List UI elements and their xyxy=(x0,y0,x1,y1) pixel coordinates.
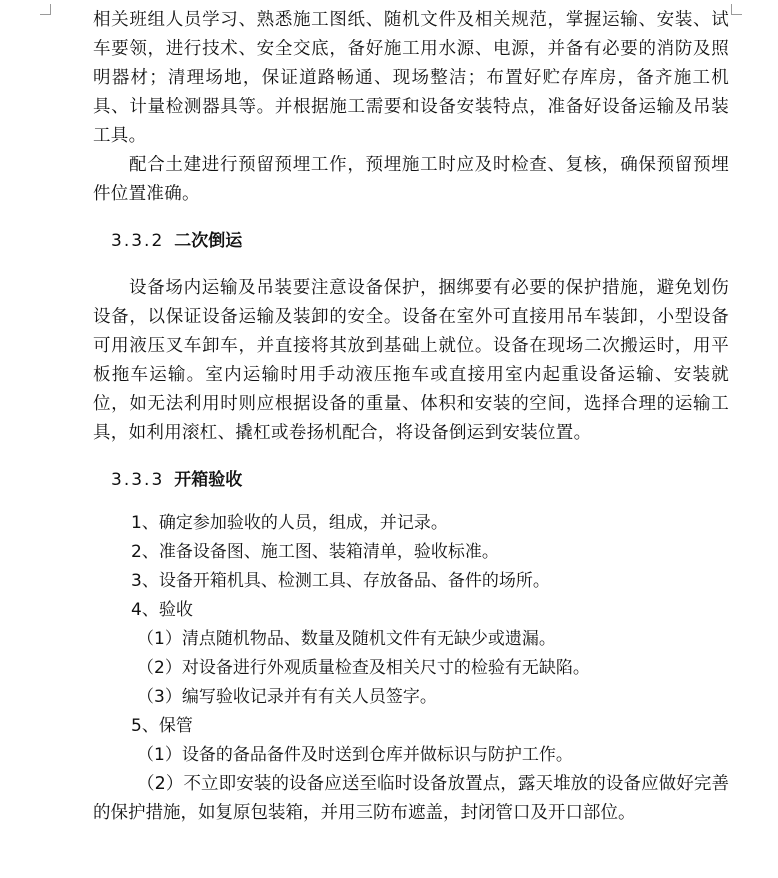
document-body xyxy=(93,6,729,828)
section-number: 3.3.3 xyxy=(111,470,165,490)
intro-paragraph-1: 相关班组人员学习、熟悉施工图纸、随机文件及相关规范，掌握运输、安装、试车要领，进行技术、安全交底，备好施工用水源、电源，并备有必要的消防及照明器材；清理场地，保证道路畅通、现场整洁；布置好贮存库房，备齐施工机具、计量检测器具等。并根据施工需要和设备安装特点，准备好设备运输及吊装工具。 xyxy=(93,10,729,146)
section-3-3-2-body: 设备场内运输及吊装要注意设备保护，捆绑要有必要的保护措施，避免划伤设备，以保证设备运输及装卸的安全。设备在室外可直接用吊车装卸，小型设备可用液压叉车卸车，并直接将其放到基础上就位。设备在现场二次搬运时，用平板拖车运输。室内运输时用手动液压拖车或直接用室内起重设备运输、安装就位，如无法利用时则应根据设备的重量、体积和安装的空间，选择合理的运输工具，如利用滚杠、撬杠或卷扬机配合，将设备倒运到安装位置。 xyxy=(93,278,729,443)
list-item: 1、确定参加验收的人员，组成，并记录。 xyxy=(131,513,448,533)
list-item: 4、验收 xyxy=(131,600,193,620)
list-item: 5、保管 xyxy=(131,716,193,736)
page-corner-mark-left xyxy=(40,4,51,15)
list-item: 2、准备设备图、施工图、装箱清单，验收标准。 xyxy=(131,542,499,562)
sub-list-item: （1）设备的备品备件及时送到仓库并做标识与防护工作。 xyxy=(137,745,573,765)
sub-list-item: （2）对设备进行外观质量检查及相关尺寸的检验有无缺陷。 xyxy=(137,658,590,678)
sub-list-item: （2）不立即安装的设备应送至临时设备放置点，露天堆放的设备应做好完善的保护措施，如复原包装箱，并用三防布遮盖，封闭管口及开口部位。 xyxy=(93,774,729,823)
page-corner-mark-right xyxy=(731,4,742,15)
section-title: 开箱验收 xyxy=(174,470,243,490)
section-title: 二次倒运 xyxy=(174,231,243,251)
section-heading-3-3-2 xyxy=(93,227,729,256)
section-number: 3.3.2 xyxy=(111,231,165,251)
sub-list-item: （1）清点随机物品、数量及随机文件有无缺少或遗漏。 xyxy=(137,629,556,649)
list-item: 3、设备开箱机具、检测工具、存放备品、备件的场所。 xyxy=(131,571,550,591)
sub-list-item: （3）编写验收记录并有有关人员签字。 xyxy=(137,687,437,707)
intro-paragraph-2: 配合土建进行预留预埋工作，预埋施工时应及时检查、复核，确保预留预埋件位置准确。 xyxy=(93,155,729,204)
section-heading-3-3-3 xyxy=(93,466,729,495)
